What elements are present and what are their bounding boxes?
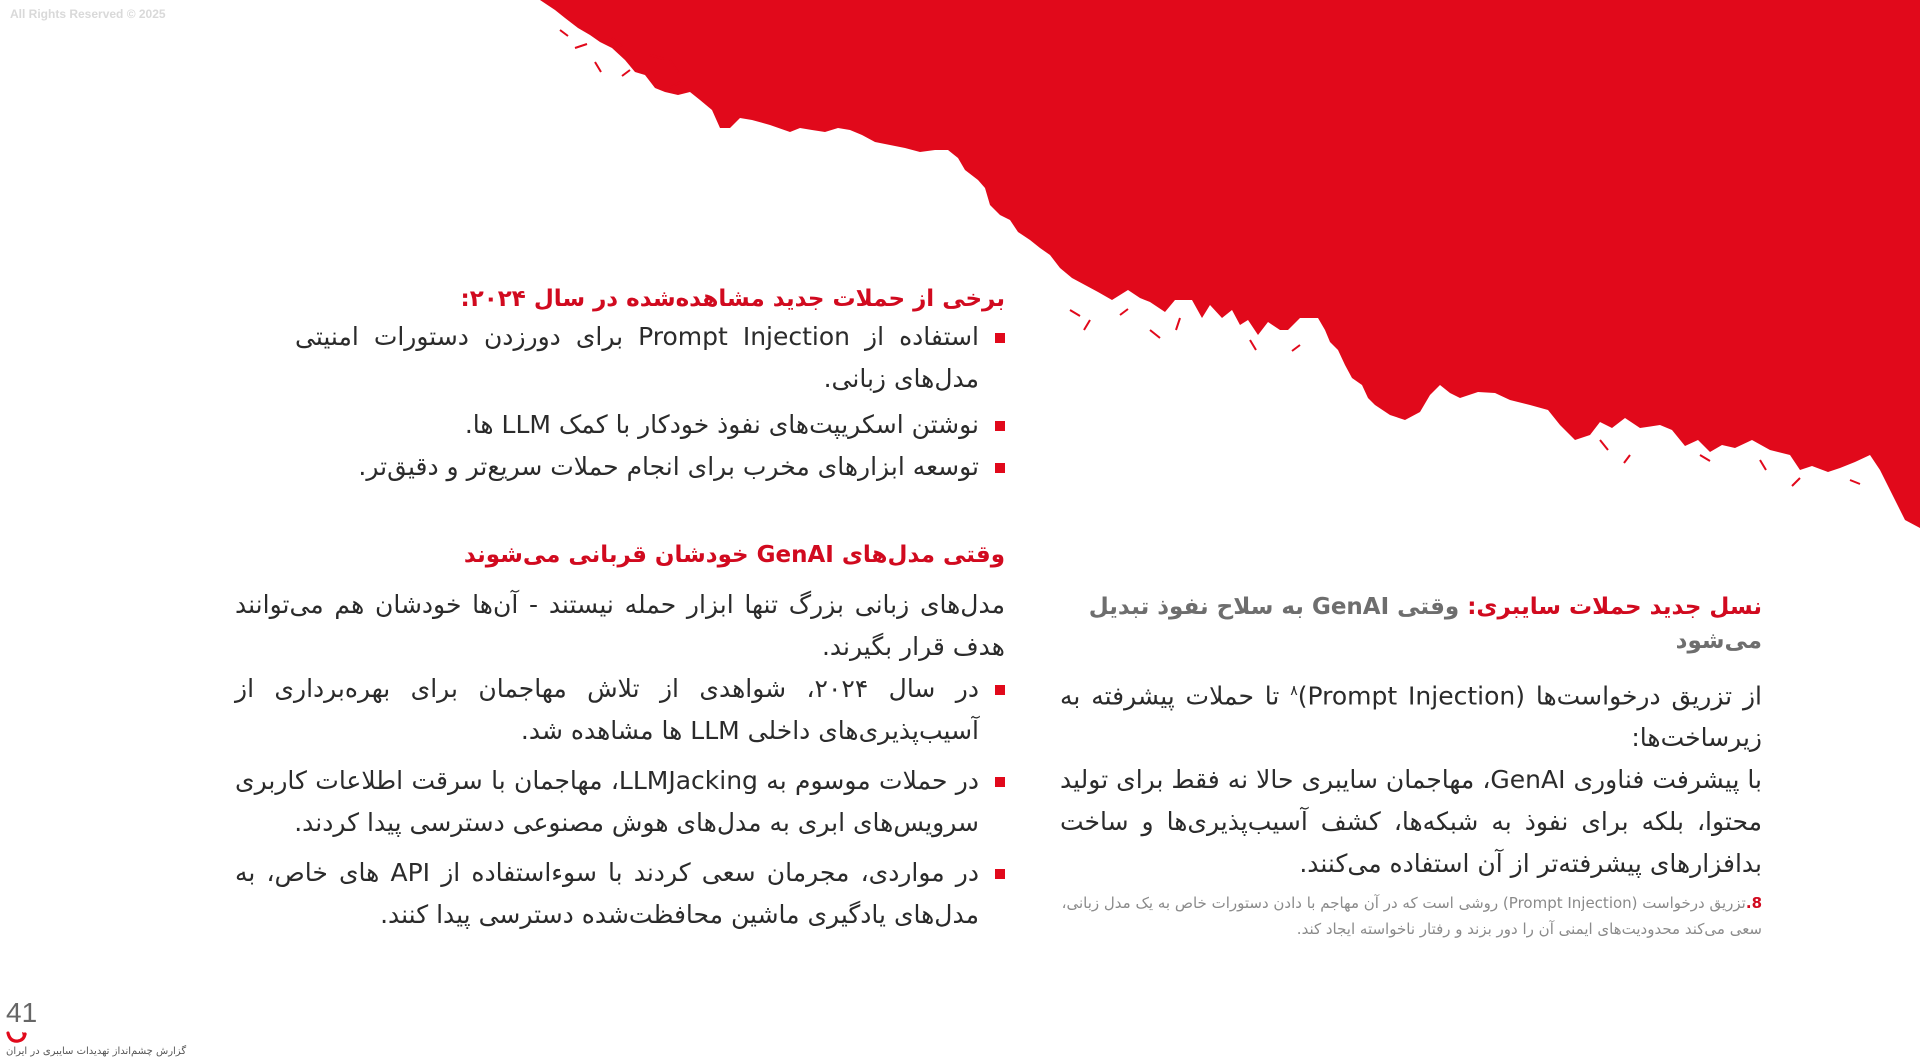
- genai-victims-list: [235, 668, 1005, 936]
- footnote-reference[interactable]: ۸: [1290, 683, 1298, 699]
- page-number: 41: [6, 997, 38, 1028]
- genai-victims-intro: مدل‌های زبانی بزرگ تنها ابزار حمله نیستند - آن‌ها خودشان هم می‌توانند هدف قرار بگیرند.: [235, 590, 1005, 661]
- genai-attackers-paragraph: با پیشرفت فناوری GenAI، مهاجمان سایبری حالا نه فقط برای تولید محتوا، بلکه برای نفوذ به شبکه‌ها، کشف آسیب‌پذیری‌ها و ساخت بدافزارهای پیشرفته‌تر از آن استفاده می‌کنند.: [1060, 765, 1763, 879]
- list-item: در سال ۲۰۲۴، شواهدی از تلاش مهاجمان برای بهره‌برداری از آسیب‌پذیری‌های داخلی LLM ها مشاهده شد.: [235, 668, 1005, 752]
- title-gray-part: وقتی GenAI به سلاح نفوذ تبدیل می‌شود: [1088, 594, 1762, 654]
- list-item: نوشتن اسکریپت‌های نفوذ خودکار با کمک LLM ها.: [295, 404, 1005, 446]
- new-attacks-list: [295, 316, 1005, 488]
- red-square-bullet-icon: [995, 685, 1005, 695]
- red-square-bullet-icon: [995, 869, 1005, 879]
- footnote-number: 8.: [1745, 894, 1762, 912]
- report-title: گزارش چشم‌انداز تهدیدات سایبری در ایران: [6, 1046, 187, 1057]
- brand-logo-icon: [6, 1030, 28, 1044]
- section-genai-models-victims: [235, 538, 1005, 936]
- section-heading-new-attacks: برخی از حملات جدید مشاهده‌شده در سال ۲۰۲۴:: [460, 286, 1005, 312]
- section-heading-genai-victims: وقتی مدل‌های GenAI خودشان قربانی می‌شوند: [463, 542, 1005, 568]
- list-item: در مواردی، مجرمان سعی کردند با سوءاستفاده از API های خاص، به مدل‌های یادگیری ماشین محافظت‌شده دسترسی پیدا کنند.: [235, 852, 1005, 936]
- title-red-part: نسل جدید حملات سایبری:: [1467, 594, 1762, 620]
- red-square-bullet-icon: [995, 333, 1005, 343]
- footnote-text: تزریق درخواست (Prompt Injection) روشی است که در آن مهاجم با دادن دستورات خاص به یک مدل زبانی، سعی می‌کند محدودیت‌های ایمنی آن را دور بزند و رفتار ناخواسته ایجاد کند.: [1061, 894, 1762, 938]
- red-square-bullet-icon: [995, 421, 1005, 431]
- section-title-new-generation: [1060, 590, 1762, 658]
- red-square-bullet-icon: [995, 777, 1005, 787]
- list-item: در حملات موسوم به LLMJacking، مهاجمان با سرقت اطلاعات کاربری سرویس‌های ابری به مدل‌های هوش مصنوعی دسترسی پیدا کردند.: [235, 760, 1005, 844]
- copyright-notice: All Rights Reserved © 2025: [10, 7, 166, 21]
- list-item: توسعه ابزارهای مخرب برای انجام حملات سریع‌تر و دقیق‌تر.: [295, 446, 1005, 488]
- footnote: [1060, 890, 1762, 942]
- section-new-attacks-2024: [295, 282, 1005, 488]
- section-new-generation-cyber-attacks: [1060, 590, 1762, 885]
- prompt-injection-intro: از تزریق درخواست‌ها (Prompt Injection)$^۸$ تا حملات پیشرفته به زیرساخت‌ها:: [1060, 681, 1762, 753]
- list-item: استفاده از Prompt Injection برای دورزدن دستورات امنیتی مدل‌های زبانی.: [295, 316, 1005, 400]
- red-square-bullet-icon: [995, 463, 1005, 473]
